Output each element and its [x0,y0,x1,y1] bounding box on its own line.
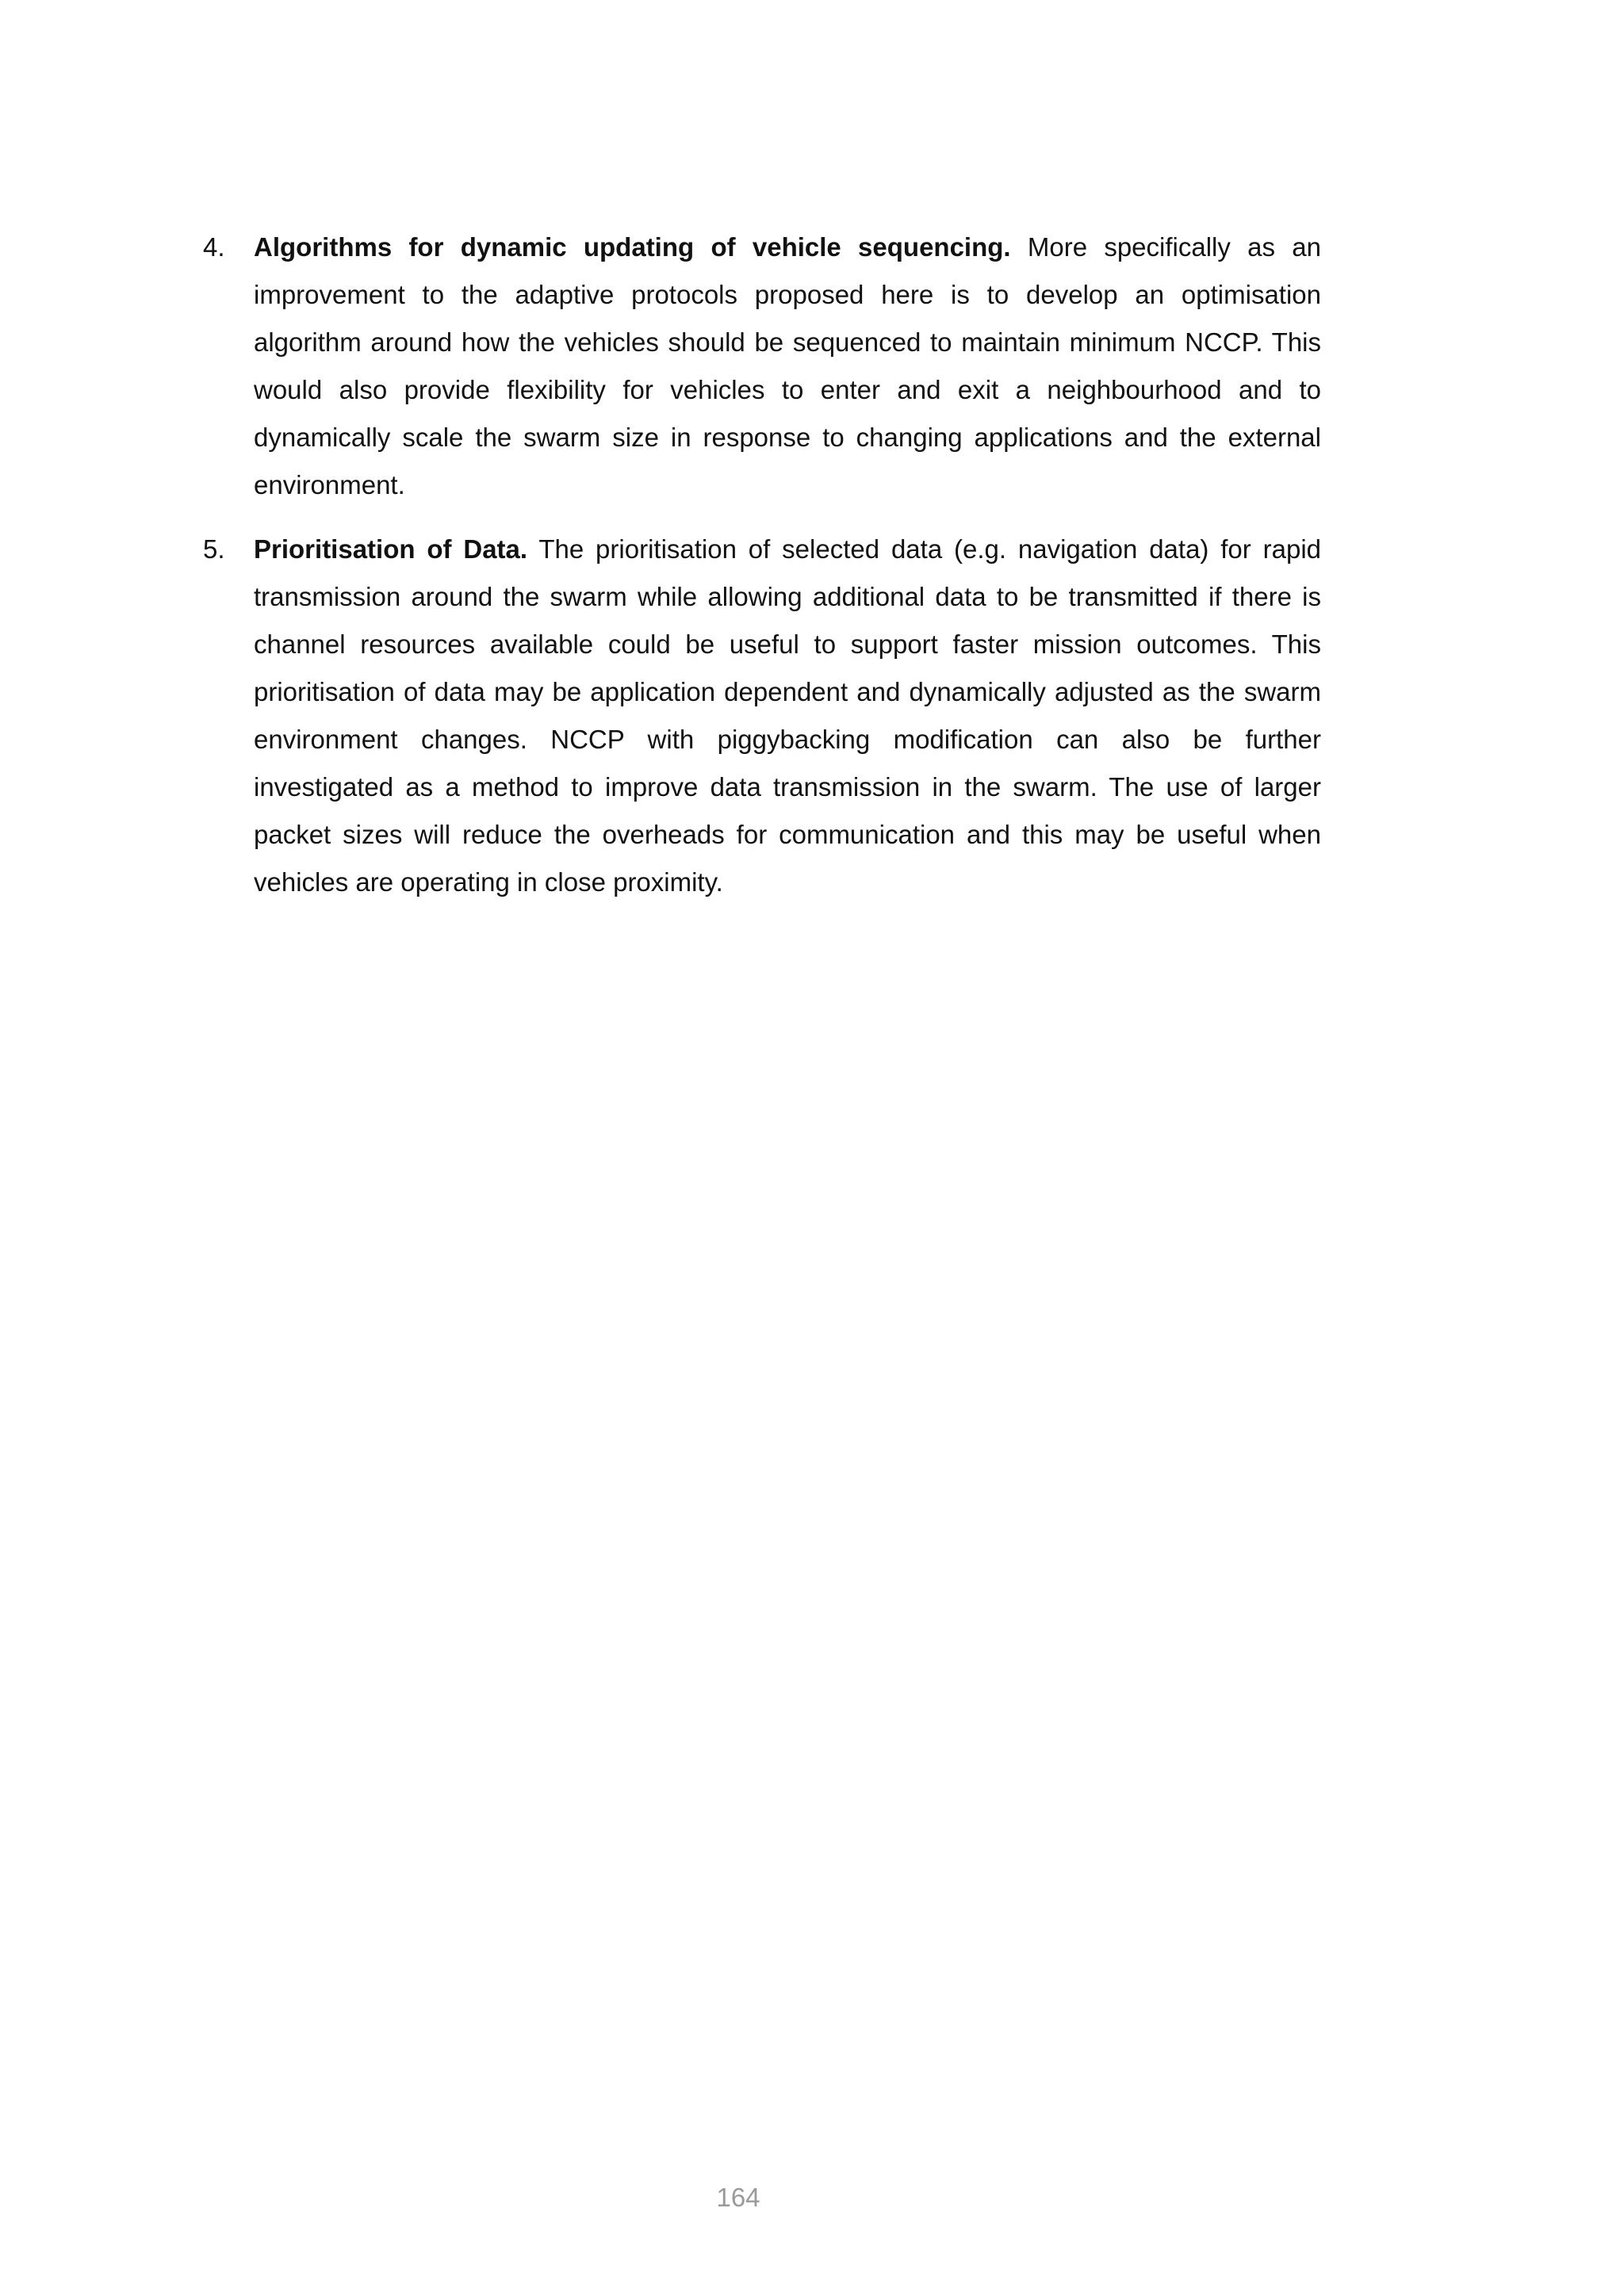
list-item-number: 5. [203,534,225,564]
list-item-number: 4. [203,232,225,262]
list-item-heading: Algorithms for dynamic updating of vehicle sequencing. [254,232,1011,262]
numbered-list [203,224,1321,923]
list-item-body: More specifically as an improvement to the adaptive protocols proposed here is to develop an optimisation algorithm around how the vehicles should be sequenced to maintain minimum NCCP. This would also provide flexibility for vehicles to enter and exit a neighbourhood and to dynamically scale the swarm size in response to changing applications and the external environment. [254,232,1321,499]
page-number: 164 [716,2183,760,2212]
list-item-5 [203,526,1321,906]
list-item-body: The prioritisation of selected data (e.g. navigation data) for rapid transmission around the swarm while allowing additional data to be transmitted if there is channel resources available could be useful to support faster mission outcomes. This prioritisation of data may be application dependent and dynamically adjusted as the swarm environment changes. NCCP with piggybacking modification can also be further investigated as a method to improve data transmission in the swarm. The use of larger packet sizes will reduce the overheads for communication and this may be useful when vehicles are operating in close proximity. [254,534,1321,897]
list-item-heading: Prioritisation of Data. [254,534,528,564]
list-item-4 [203,224,1321,509]
